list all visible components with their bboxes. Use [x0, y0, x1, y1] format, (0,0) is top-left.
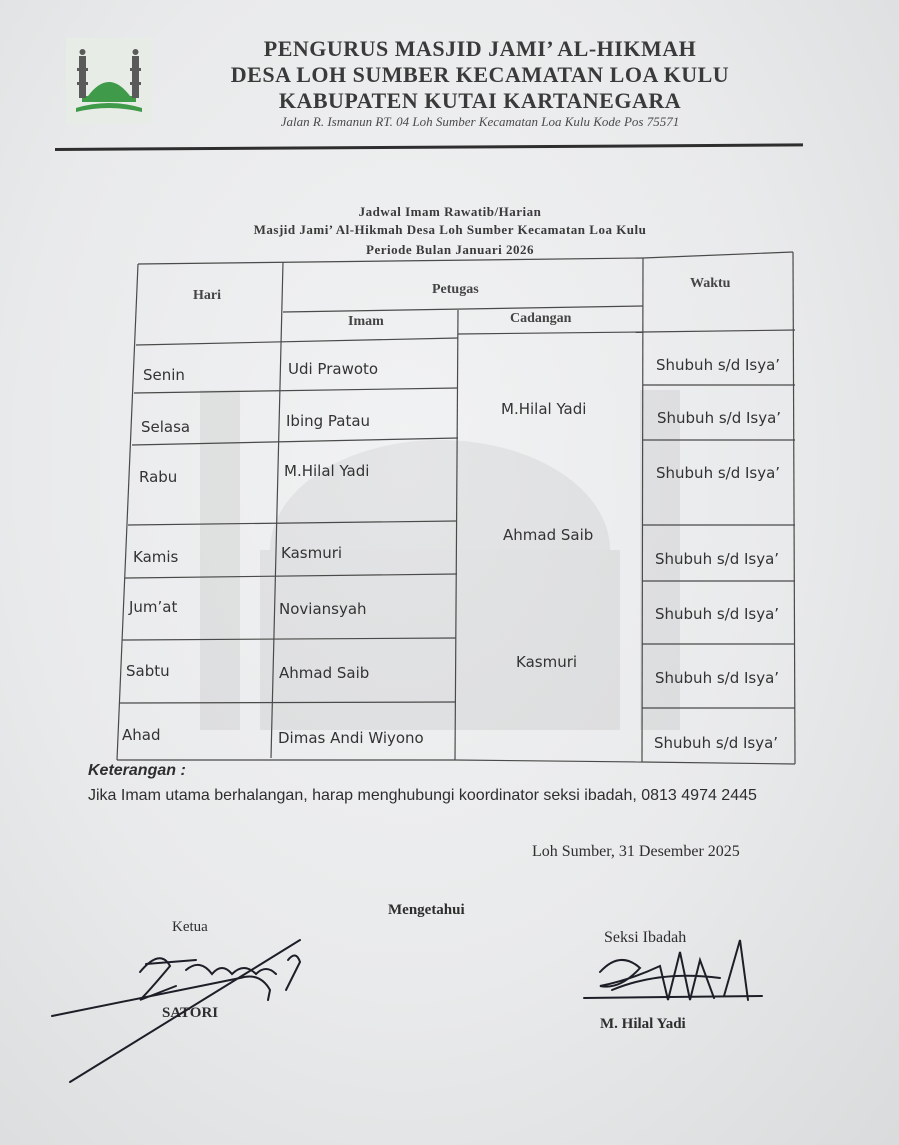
- header-hari: Hari: [193, 288, 221, 303]
- cadangan-1: M.Hilal Yadi: [501, 400, 587, 418]
- header-title-1: PENGURUS MASJID JAMI’ AL-HIKMAH: [263, 36, 697, 61]
- row-imam-senin: Udi Prawoto: [288, 360, 379, 378]
- date-line: Loh Sumber, 31 Desember 2025: [532, 843, 740, 860]
- row-hari-kamis: Kamis: [133, 548, 179, 566]
- row-imam-jumat: Noviansyah: [279, 600, 367, 618]
- header-imam: Imam: [348, 314, 384, 329]
- row-hari-rabu: Rabu: [139, 468, 178, 486]
- schedule-period: Periode Bulan Januari 2026: [366, 242, 534, 257]
- row-waktu-selasa: Shubuh s/d Isya’: [657, 409, 782, 427]
- row-hari-ahad: Ahad: [122, 726, 161, 744]
- header-title-2: DESA LOH SUMBER KECAMATAN LOA KULU: [230, 62, 730, 87]
- seksi-name: M. Hilal Yadi: [600, 1016, 686, 1032]
- row-waktu-rabu: Shubuh s/d Isya’: [656, 464, 781, 482]
- row-imam-rabu: M.Hilal Yadi: [284, 462, 370, 480]
- schedule-subtitle: Masjid Jami’ Al-Hikmah Desa Loh Sumber Kecamatan Loa Kulu: [253, 222, 647, 237]
- cadangan-3: Kasmuri: [516, 653, 578, 671]
- row-hari-senin: Senin: [143, 366, 185, 384]
- keterangan-label: Keterangan :: [88, 762, 186, 779]
- ketua-title: Ketua: [172, 919, 208, 935]
- mengetahui-label: Mengetahui: [388, 902, 465, 918]
- row-waktu-kamis: Shubuh s/d Isya’: [655, 550, 780, 568]
- header-cadangan: Cadangan: [510, 311, 572, 326]
- schedule-title: Jadwal Imam Rawatib/Harian: [358, 204, 542, 219]
- header-waktu: Waktu: [690, 276, 731, 291]
- ketua-name: SATORI: [162, 1005, 219, 1021]
- row-hari-jumat: Jum’at: [129, 598, 178, 616]
- header-address: Jalan R. Ismanun RT. 04 Loh Sumber Kecamatan Loa Kulu Kode Pos 75571: [280, 114, 680, 129]
- cadangan-2: Ahmad Saib: [503, 526, 594, 544]
- row-imam-selasa: Ibing Patau: [286, 412, 371, 430]
- row-waktu-sabtu: Shubuh s/d Isya’: [655, 669, 780, 687]
- row-imam-sabtu: Ahmad Saib: [279, 664, 370, 682]
- row-hari-sabtu: Sabtu: [126, 662, 170, 680]
- seksi-title: Seksi Ibadah: [604, 929, 687, 946]
- row-imam-ahad: Dimas Andi Wiyono: [278, 729, 424, 747]
- row-hari-selasa: Selasa: [141, 418, 191, 436]
- header-title-3: KABUPATEN KUTAI KARTANEGARA: [278, 88, 682, 113]
- keterangan-text: Jika Imam utama berhalangan, harap menghubungi koordinator seksi ibadah, 0813 4974 2445: [88, 787, 757, 804]
- row-waktu-jumat: Shubuh s/d Isya’: [655, 605, 780, 623]
- row-imam-kamis: Kasmuri: [281, 544, 343, 562]
- row-waktu-ahad: Shubuh s/d Isya’: [654, 734, 779, 752]
- header-petugas: Petugas: [432, 282, 479, 297]
- row-waktu-senin: Shubuh s/d Isya’: [656, 356, 781, 374]
